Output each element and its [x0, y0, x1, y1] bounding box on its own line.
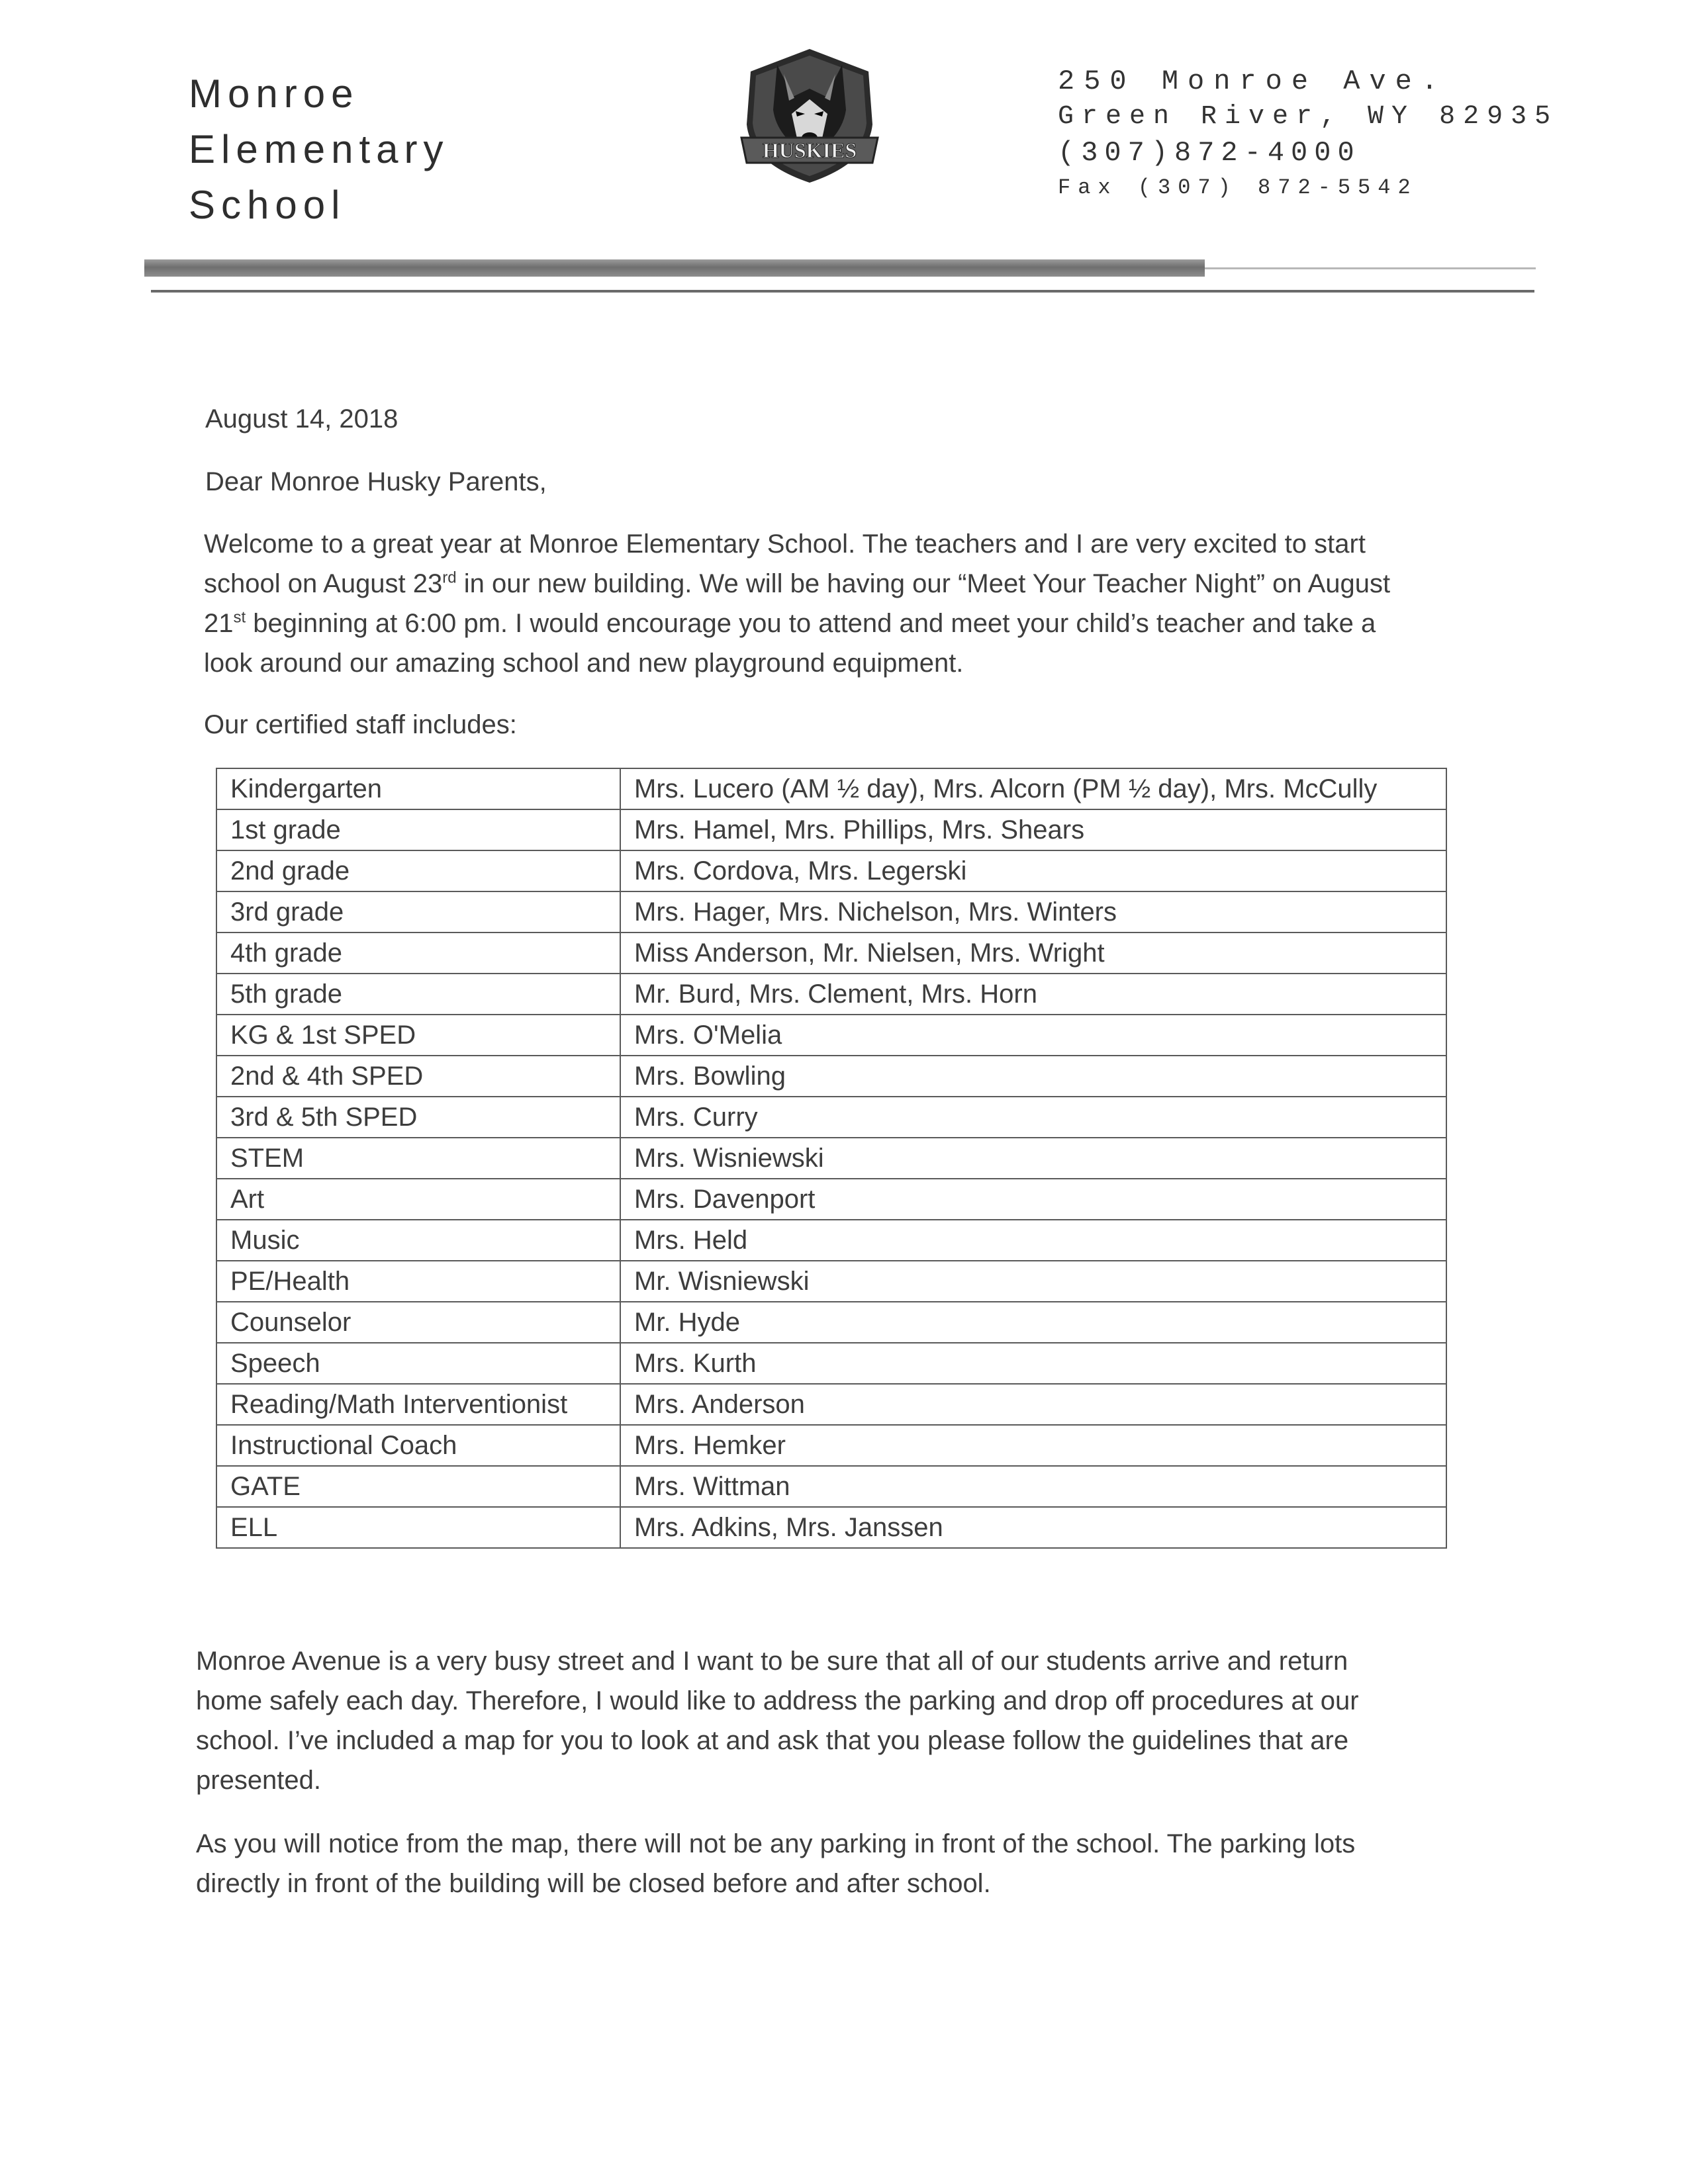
staff-role: 5th grade	[216, 974, 620, 1015]
staff-row	[216, 1261, 1446, 1302]
welcome-line-3: 21st beginning at 6:00 pm. I would encourage you to attend and meet your child’s teacher and take a	[204, 608, 1376, 638]
welcome-line-2: school on August 23rd in our new building. We will be having our “Meet Your Teacher Night” on August	[204, 569, 1391, 598]
school-address	[1058, 64, 1558, 205]
address-street: 250 Monroe Ave.	[1058, 66, 1448, 97]
staff-role: Kindergarten	[216, 768, 620, 809]
staff-row	[216, 850, 1446, 891]
huskies-logo	[736, 45, 883, 187]
staff-names: Mrs. Held	[620, 1220, 1446, 1261]
staff-role: Art	[216, 1179, 620, 1220]
staff-row	[216, 1056, 1446, 1097]
staff-names: Mrs. Davenport	[620, 1179, 1446, 1220]
welcome-line-4: look around our amazing school and new playground equipment.	[204, 649, 964, 678]
staff-intro: Our certified staff includes:	[204, 710, 517, 739]
staff-names: Mrs. Hamel, Mrs. Phillips, Mrs. Shears	[620, 809, 1446, 850]
map-paragraph	[196, 1824, 1507, 1903]
staff-row	[216, 1466, 1446, 1507]
parking-line-4: presented.	[196, 1766, 322, 1795]
staff-names: Mr. Hyde	[620, 1302, 1446, 1343]
parking-paragraph	[196, 1641, 1507, 1800]
staff-role: 2nd & 4th SPED	[216, 1056, 620, 1097]
staff-role: KG & 1st SPED	[216, 1015, 620, 1056]
address-city: Green River, WY 82935	[1058, 102, 1559, 132]
staff-role: 2nd grade	[216, 850, 620, 891]
staff-names: Mrs. Wittman	[620, 1466, 1446, 1507]
staff-row	[216, 1507, 1446, 1548]
welcome-paragraph	[204, 524, 1501, 683]
staff-names: Mrs. Adkins, Mrs. Janssen	[620, 1507, 1446, 1548]
staff-row	[216, 1425, 1446, 1466]
staff-names: Mrs. Bowling	[620, 1056, 1446, 1097]
staff-row	[216, 1179, 1446, 1220]
map-line-1: As you will notice from the map, there will not be any parking in front of the school. The parking lots	[196, 1829, 1356, 1858]
staff-row	[216, 1015, 1446, 1056]
staff-row	[216, 1343, 1446, 1384]
staff-row	[216, 1384, 1446, 1425]
school-name-line-1: Monroe	[189, 71, 359, 116]
staff-row	[216, 768, 1446, 809]
staff-names: Mr. Burd, Mrs. Clement, Mrs. Horn	[620, 974, 1446, 1015]
staff-row	[216, 809, 1446, 850]
map-line-2: directly in front of the building will be closed before and after school.	[196, 1869, 991, 1898]
staff-role: Reading/Math Interventionist	[216, 1384, 620, 1425]
staff-role: 3rd grade	[216, 891, 620, 933]
staff-names: Mrs. Lucero (AM ½ day), Mrs. Alcorn (PM ½ day), Mrs. McCully	[620, 768, 1446, 809]
staff-role: 4th grade	[216, 933, 620, 974]
letter-date: August 14, 2018	[205, 404, 399, 433]
staff-row	[216, 933, 1446, 974]
staff-role: Speech	[216, 1343, 620, 1384]
letter-greeting: Dear Monroe Husky Parents,	[205, 467, 547, 496]
letterhead-rule-tail	[1205, 267, 1536, 269]
school-name	[189, 66, 449, 233]
staff-names: Mrs. Hager, Mrs. Nichelson, Mrs. Winters	[620, 891, 1446, 933]
school-name-line-3: School	[189, 183, 346, 227]
staff-names: Mr. Wisniewski	[620, 1261, 1446, 1302]
staff-row	[216, 1220, 1446, 1261]
address-phone: (307)872-4000	[1058, 137, 1361, 169]
staff-names: Mrs. Curry	[620, 1097, 1446, 1138]
staff-names: Mrs. O'Melia	[620, 1015, 1446, 1056]
staff-role: PE/Health	[216, 1261, 620, 1302]
staff-role: 1st grade	[216, 809, 620, 850]
welcome-line-1: Welcome to a great year at Monroe Elementary School. The teachers and I are very excited to start	[204, 529, 1366, 559]
parking-line-3: school. I’ve included a map for you to look at and ask that you please follow the guidelines that are	[196, 1726, 1349, 1755]
staff-role: GATE	[216, 1466, 620, 1507]
staff-role: STEM	[216, 1138, 620, 1179]
staff-role: Counselor	[216, 1302, 620, 1343]
parking-line-2: home safely each day. Therefore, I would like to address the parking and drop off procedures at our	[196, 1686, 1359, 1715]
staff-role: Music	[216, 1220, 620, 1261]
staff-role: Instructional Coach	[216, 1425, 620, 1466]
staff-row	[216, 1138, 1446, 1179]
staff-table	[216, 768, 1447, 1549]
staff-row	[216, 974, 1446, 1015]
address-fax: Fax (307) 872-5542	[1058, 175, 1418, 200]
school-name-line-2: Elementary	[189, 127, 449, 171]
staff-names: Mrs. Hemker	[620, 1425, 1446, 1466]
staff-row	[216, 1097, 1446, 1138]
staff-role: ELL	[216, 1507, 620, 1548]
staff-role: 3rd & 5th SPED	[216, 1097, 620, 1138]
letterhead-rule-thin	[151, 290, 1534, 293]
staff-names: Mrs. Wisniewski	[620, 1138, 1446, 1179]
staff-row	[216, 1302, 1446, 1343]
staff-names: Mrs. Cordova, Mrs. Legerski	[620, 850, 1446, 891]
parking-line-1: Monroe Avenue is a very busy street and I want to be sure that all of our students arrive and return	[196, 1647, 1348, 1676]
staff-row	[216, 891, 1446, 933]
logo-text: HUSKIES	[762, 138, 857, 162]
staff-names: Mrs. Anderson	[620, 1384, 1446, 1425]
staff-names: Mrs. Kurth	[620, 1343, 1446, 1384]
staff-names: Miss Anderson, Mr. Nielsen, Mrs. Wright	[620, 933, 1446, 974]
letterhead-rule-thick	[144, 259, 1205, 277]
